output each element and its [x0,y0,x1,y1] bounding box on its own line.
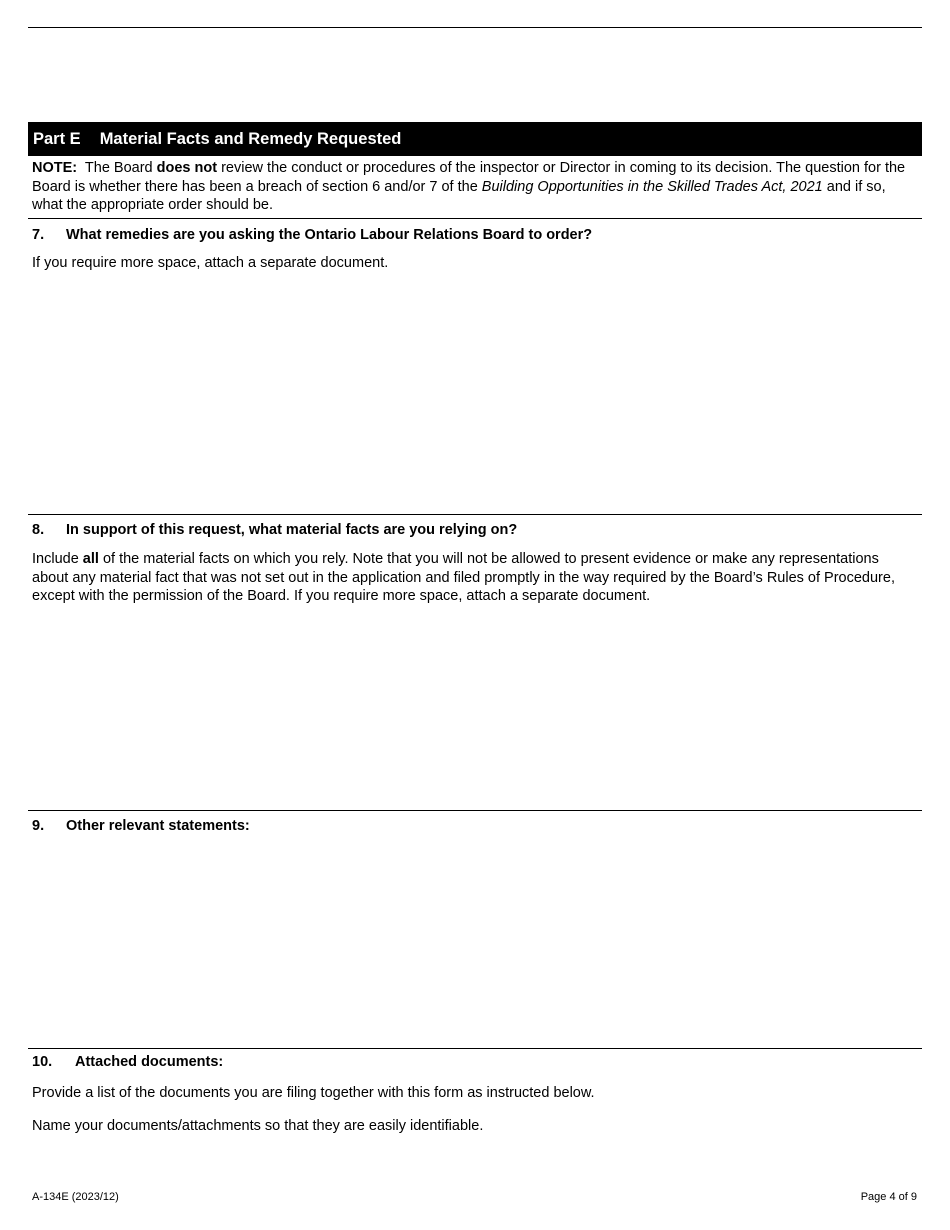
q10-title-text: Attached documents: [75,1054,224,1070]
page-number: Page 4 of 9 [860,1191,917,1203]
q8-instruction [32,550,912,606]
q7-instruction: If you require more space, attach a separate document. [32,255,389,271]
part-label: Part E [33,130,81,148]
divider-q8 [28,514,922,515]
q8-text-1: Include [32,551,83,567]
divider-q10 [28,1048,922,1049]
note-text-1: The Board [84,160,157,176]
q10-instruction-2: Name your documents/attachments so that they are easily identifiable. [32,1118,484,1134]
q8-emphasis: all [82,551,99,567]
note-text-3: and if so, what the appropriate order should be. [32,178,886,213]
q8-number: 8. [32,522,45,538]
divider-q7 [28,218,922,219]
q8-text-2: of the material facts on which you rely. Note that you will not be allowed to present evidence or make any representations about any material fact that was not set out in the application and filed promptly in the way required by the Board’s Rules of Procedure, except with the permission of the Board. If you require more space, attach a separate document. [32,551,895,604]
divider-q9 [28,810,922,811]
q7-response-area[interactable] [28,278,922,510]
part-title: Material Facts and Remedy Requested [99,130,402,148]
act-title: Building Opportunities in the Skilled Trades Act, 2021 [481,178,823,195]
q7-title [32,226,592,244]
note-label: NOTE: [32,160,78,176]
q8-title-text: In support of this request, what material facts are you relying on? [66,522,518,538]
part-e-header [28,122,922,156]
top-rule [28,27,922,28]
q10-number: 10. [32,1054,53,1070]
q8-response-area[interactable] [28,612,922,806]
q7-title-text: What remedies are you asking the Ontario Labour Relations Board to order? [66,227,593,243]
q9-title-text: Other relevant statements: [66,818,250,834]
q9-title [32,817,250,835]
form-code: A-134E (2023/12) [32,1191,119,1203]
q9-response-area[interactable] [28,842,922,1044]
board-note [32,159,912,215]
q9-number: 9. [32,818,45,834]
q8-title [32,521,517,539]
q10-title [32,1053,223,1071]
note-text-2: review the conduct or procedures of the inspector or Director in coming to its decision. The question for the Board is whether there has been a breach of section 6 and/or 7 of the [32,160,906,195]
q7-number: 7. [32,227,45,243]
q10-instruction-1: Provide a list of the documents you are filing together with this form as instructed below. [32,1085,595,1101]
note-emphasis: does not [156,160,218,176]
